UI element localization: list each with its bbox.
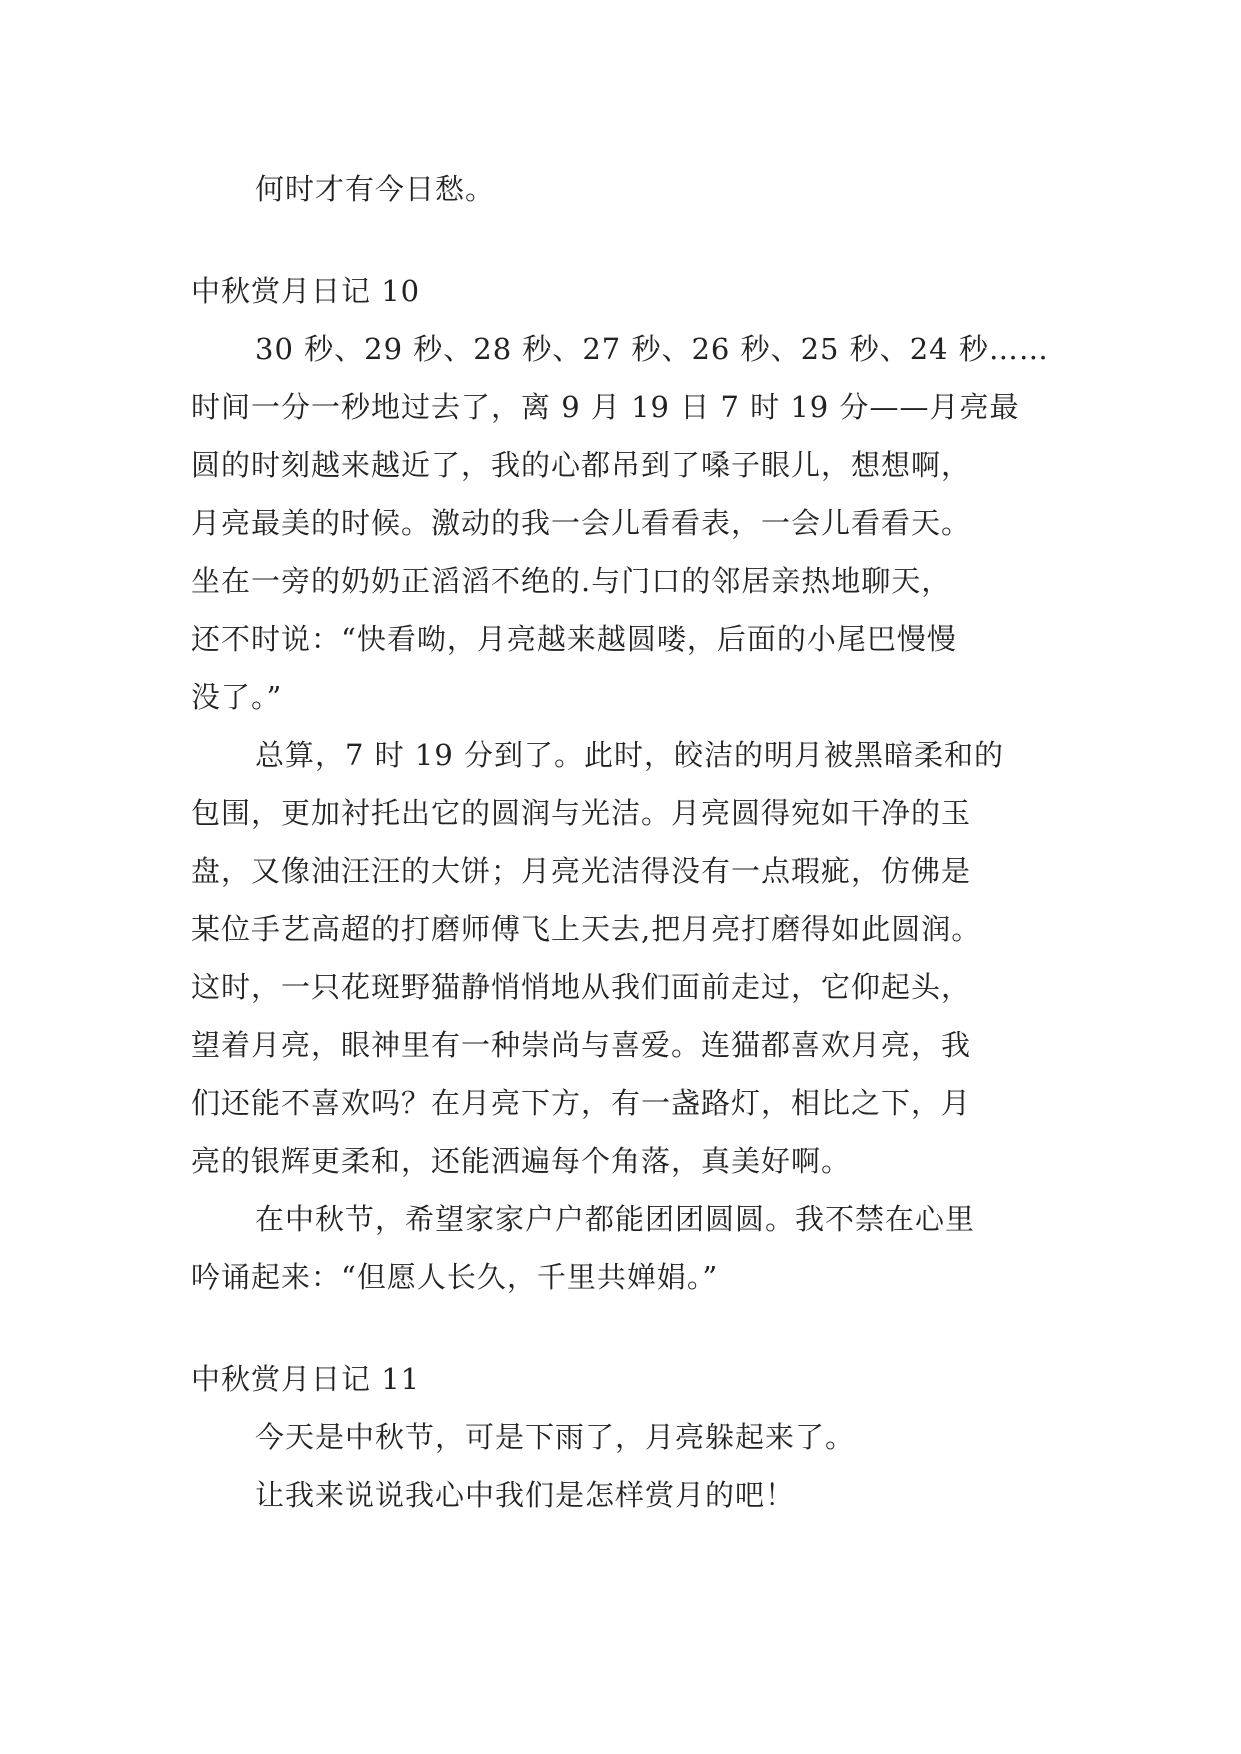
- section-11-title: 中秋赏月日记 11: [191, 1362, 421, 1396]
- section-10-paragraph-1: [191, 320, 1051, 726]
- paragraph-line: 们还能不喜欢吗？在月亮下方，有一盏路灯，相比之下，月: [191, 1086, 972, 1120]
- section-11-paragraph-1: 今天是中秋节，可是下雨了，月亮躲起来了。: [255, 1420, 856, 1454]
- paragraph-line: 30 秒、29 秒、28 秒、27 秒、26 秒、25 秒、24 秒……: [255, 332, 1049, 366]
- section-10-paragraph-2: [191, 726, 1051, 1190]
- paragraph-line: 这时，一只花斑野猫静悄悄地从我们面前走过，它仰起头，: [191, 970, 972, 1004]
- section-gap: [191, 218, 1051, 262]
- section-11-paragraph-2: 让我来说说我心中我们是怎样赏月的吧！: [255, 1478, 796, 1512]
- paragraph-line: 在中秋节，希望家家户户都能团团圆圆。我不禁在心里: [255, 1202, 976, 1236]
- paragraph-line: 坐在一旁的奶奶正滔滔不绝的.与门口的邻居亲热地聊天，: [191, 564, 952, 598]
- paragraph-line: 吟诵起来：“但愿人长久，千里共婵娟。”: [191, 1260, 719, 1294]
- paragraph-line: 没了。”: [191, 680, 283, 714]
- paragraph-line: 亮的银辉更柔和，还能洒遍每个角落，真美好啊。: [191, 1144, 852, 1178]
- paragraph-line: 总算，7 时 19 分到了。此时，皎洁的明月被黑暗柔和的: [255, 738, 1005, 772]
- section-gap: [191, 1306, 1051, 1350]
- paragraph-line: 时间一分一秒地过去了，离 9 月 19 日 7 时 19 分——月亮最: [191, 390, 1020, 424]
- paragraph-line: 月亮最美的时候。激动的我一会儿看看表，一会儿看看天。: [191, 506, 972, 540]
- paragraph-line: 望着月亮，眼神里有一种崇尚与喜爱。连猫都喜欢月亮，我: [191, 1028, 972, 1062]
- paragraph-line: 包围，更加衬托出它的圆润与光洁。月亮圆得宛如干净的玉: [191, 796, 972, 830]
- section-10-title: 中秋赏月日记 10: [191, 274, 421, 308]
- document-body: [191, 160, 1051, 1524]
- section-10-paragraph-3: [191, 1190, 1051, 1306]
- opening-line: 何时才有今日愁。: [255, 172, 496, 206]
- paragraph-line: 还不时说：“快看呦，月亮越来越圆喽，后面的小尾巴慢慢: [191, 622, 957, 656]
- paragraph-line: 盘，又像油汪汪的大饼；月亮光洁得没有一点瑕疵，仿佛是: [191, 854, 972, 888]
- paragraph-line: 某位手艺高超的打磨师傅飞上天去,把月亮打磨得如此圆润。: [191, 912, 982, 946]
- paragraph-line: 圆的时刻越来越近了，我的心都吊到了嗓子眼儿，想想啊，: [191, 448, 972, 482]
